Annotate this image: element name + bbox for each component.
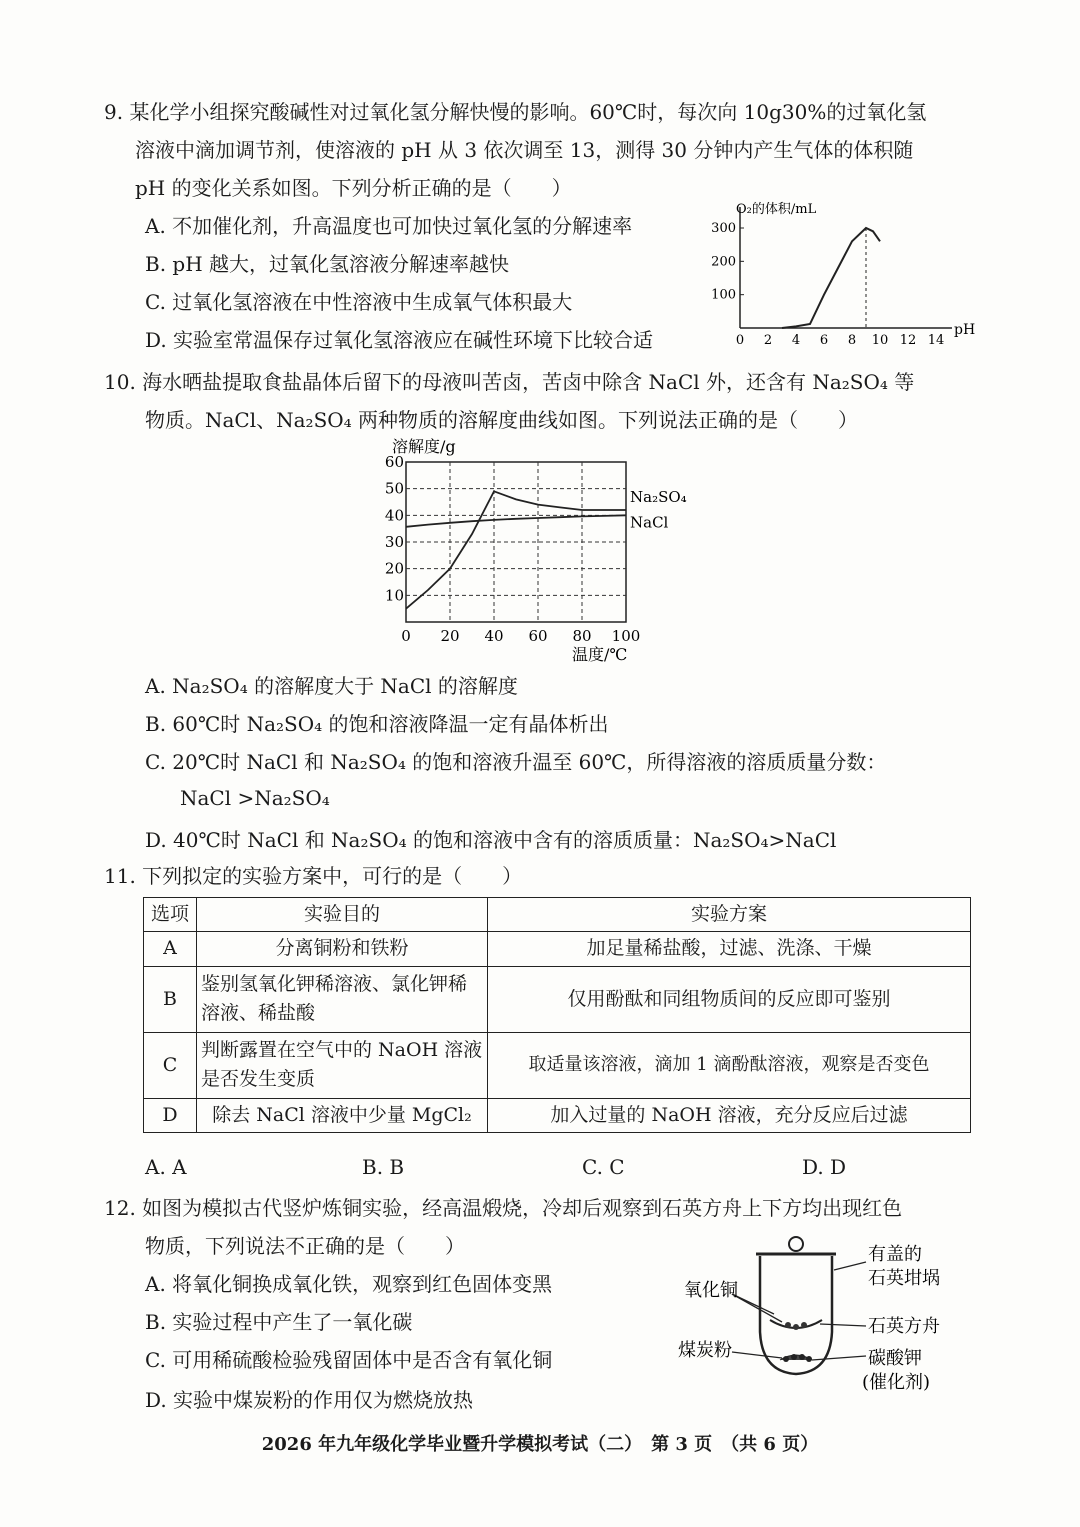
- label-copper-oxide: 氧化铜: [684, 1280, 738, 1301]
- row-aim: 除去 NaCl 溶液中少量 MgCl₂: [197, 1098, 488, 1132]
- q9-option-d[interactable]: D. 实验室常温保存过氧化氢溶液应在碱性环境下比较合适: [145, 328, 654, 352]
- y-tick-label: 200: [711, 254, 736, 270]
- q9-option-b[interactable]: B. pH 越大，过氧化氢溶液分解速率越快: [145, 252, 510, 276]
- x-tick-label: 14: [927, 333, 945, 348]
- x-tick-label: 100: [611, 627, 641, 645]
- label-catalyst-line2: (催化剂): [862, 1372, 931, 1393]
- q11-choice-b[interactable]: B. B: [362, 1155, 405, 1179]
- x-tick-label: 20: [440, 627, 460, 645]
- header-aim: 实验目的: [197, 898, 488, 932]
- q10-stem-line2: 物质。NaCl、Na₂SO₄ 两种物质的溶解度曲线如图。下列说法正确的是（ ）: [145, 408, 859, 432]
- x-tick-label: 0: [735, 333, 745, 348]
- q11-choice-c[interactable]: C. C: [582, 1155, 625, 1179]
- x-tick-label: 2: [763, 333, 773, 348]
- row-option: A: [144, 932, 197, 966]
- y-tick-label: 10: [384, 586, 404, 605]
- q12-option-c[interactable]: C. 可用稀硫酸检验残留固体中是否含有氧化铜: [145, 1348, 553, 1372]
- y-tick-label: 60: [384, 453, 404, 471]
- q10-option-c[interactable]: C. 20℃时 NaCl 和 Na₂SO₄ 的饱和溶液升温至 60℃，所得溶液的溶质质量分数：: [145, 750, 887, 774]
- x-tick-label: 10: [871, 333, 889, 348]
- x-tick-label: 80: [572, 627, 592, 645]
- x-tick-label: 40: [484, 627, 504, 645]
- row-option: B: [144, 966, 197, 1032]
- label-quartz-boat: 石英方舟: [868, 1316, 940, 1337]
- row-option: D: [144, 1098, 197, 1132]
- o2-volume-series-line: [782, 228, 880, 328]
- q12-crucible-diagram: [670, 1232, 970, 1402]
- table-row: [144, 966, 971, 1032]
- row-plan: 加足量稀盐酸，过滤、洗涤、干燥: [488, 932, 971, 966]
- q10-option-b[interactable]: B. 60℃时 Na₂SO₄ 的饱和溶液降温一定有晶体析出: [145, 712, 609, 736]
- row-plan: 仅用酚酞和同组物质间的反应即可鉴别: [488, 966, 971, 1032]
- x-tick-label: 12: [899, 333, 917, 348]
- q10-option-d[interactable]: D. 40℃时 NaCl 和 Na₂SO₄ 的饱和溶液中含有的溶质质量：Na₂SO₄>NaCl: [145, 828, 837, 852]
- q9-stem-line2: 溶液中滴加调节剂，使溶液的 pH 从 3 依次调至 13，测得 30 分钟内产生气体的体积随: [135, 138, 914, 162]
- q10-stem-line1: 10. 海水晒盐提取食盐晶体后留下的母液叫苦卤，苦卤中除含 NaCl 外，还含有 Na₂SO₄ 等: [104, 370, 915, 394]
- y-axis-label: 溶解度/g: [392, 437, 456, 456]
- table-row: [144, 932, 971, 966]
- q11-plan-table: [143, 897, 971, 1133]
- y-tick-label: 50: [384, 479, 404, 498]
- x-tick-label: 60: [528, 627, 548, 645]
- page-footer: 2026 年九年级化学毕业暨升学模拟考试（二） 第 3 页 （共 6 页）: [261, 1434, 819, 1455]
- y-axis-label: O₂的体积/mL: [736, 202, 817, 217]
- q9-stem-line1: 9. 某化学小组探究酸碱性对过氧化氢分解快慢的影响。60℃时，每次向 10g30%的过氧化氢: [104, 100, 927, 124]
- q11-choice-d[interactable]: D. D: [802, 1155, 847, 1179]
- x-axis-label: 温度/℃: [572, 645, 628, 664]
- q9-o2-volume-chart: [700, 195, 990, 355]
- row-aim: 判断露置在空气中的 NaOH 溶液是否发生变质: [197, 1032, 488, 1098]
- row-aim: 分离铜粉和铁粉: [197, 932, 488, 966]
- q11-choice-a[interactable]: A. A: [145, 1155, 187, 1179]
- table-header-row: [144, 898, 971, 932]
- q9-option-c[interactable]: C. 过氧化氢溶液在中性溶液中生成氧气体积最大: [145, 290, 573, 314]
- header-plan: 实验方案: [488, 898, 971, 932]
- row-option: C: [144, 1032, 197, 1098]
- series-line-nacl: [406, 515, 626, 526]
- series-line-na2so4: [406, 491, 626, 608]
- label-catalyst-line1: 碳酸钾: [868, 1348, 922, 1369]
- q10-option-a[interactable]: A. Na₂SO₄ 的溶解度大于 NaCl 的溶解度: [145, 674, 518, 698]
- y-tick-label: 20: [384, 559, 404, 578]
- q12-stem-line1: 12. 如图为模拟古代竖炉炼铜实验，经高温煅烧，冷却后观察到石英方舟上下方均出现红色: [104, 1196, 903, 1220]
- series-label-nacl: NaCl: [630, 513, 669, 532]
- q12-stem-line2: 物质，下列说法不正确的是（ ）: [145, 1234, 465, 1258]
- row-plan: 加入过量的 NaOH 溶液，充分反应后过滤: [488, 1098, 971, 1132]
- series-label-na2so4: Na₂SO₄: [630, 488, 687, 506]
- x-axis-label: pH: [954, 322, 976, 338]
- y-tick-label: 30: [384, 533, 404, 551]
- q11-stem: 11. 下列拟定的实验方案中，可行的是（ ）: [104, 864, 523, 888]
- q9-option-a[interactable]: A. 不加催化剂，升高温度也可加快过氧化氢的分解速率: [145, 214, 633, 238]
- label-crucible-line2: 石英坩埚: [868, 1268, 940, 1289]
- label-crucible-line1: 有盖的: [868, 1244, 922, 1265]
- x-tick-label: 0: [401, 627, 411, 645]
- row-plan: 取适量该溶液，滴加 1 滴酚酞溶液，观察是否变色: [488, 1032, 971, 1098]
- plot-frame: [406, 462, 626, 622]
- q10-option-c-continued: NaCl >Na₂SO₄: [180, 786, 330, 810]
- y-tick-label: 100: [711, 287, 736, 303]
- header-option: 选项: [144, 898, 197, 932]
- q9-stem-line3: pH 的变化关系如图。下列分析正确的是（ ）: [135, 176, 572, 200]
- q12-option-d[interactable]: D. 实验中煤炭粉的作用仅为燃烧放热: [145, 1388, 474, 1412]
- q12-option-a[interactable]: A. 将氧化铜换成氧化铁，观察到红色固体变黑: [145, 1272, 553, 1296]
- x-tick-label: 8: [847, 333, 857, 348]
- q10-solubility-chart: [360, 432, 700, 672]
- x-tick-label: 6: [819, 333, 829, 348]
- y-tick-label: 300: [711, 221, 736, 236]
- table-row: [144, 1032, 971, 1098]
- label-coal-powder: 煤炭粉: [678, 1340, 732, 1361]
- x-tick-label: 4: [791, 333, 801, 348]
- y-tick-label: 40: [384, 506, 404, 525]
- q12-option-b[interactable]: B. 实验过程中产生了一氧化碳: [145, 1310, 413, 1334]
- row-aim: 鉴别氢氧化钾稀溶液、氯化钾稀溶液、稀盐酸: [197, 966, 488, 1032]
- table-row: [144, 1098, 971, 1132]
